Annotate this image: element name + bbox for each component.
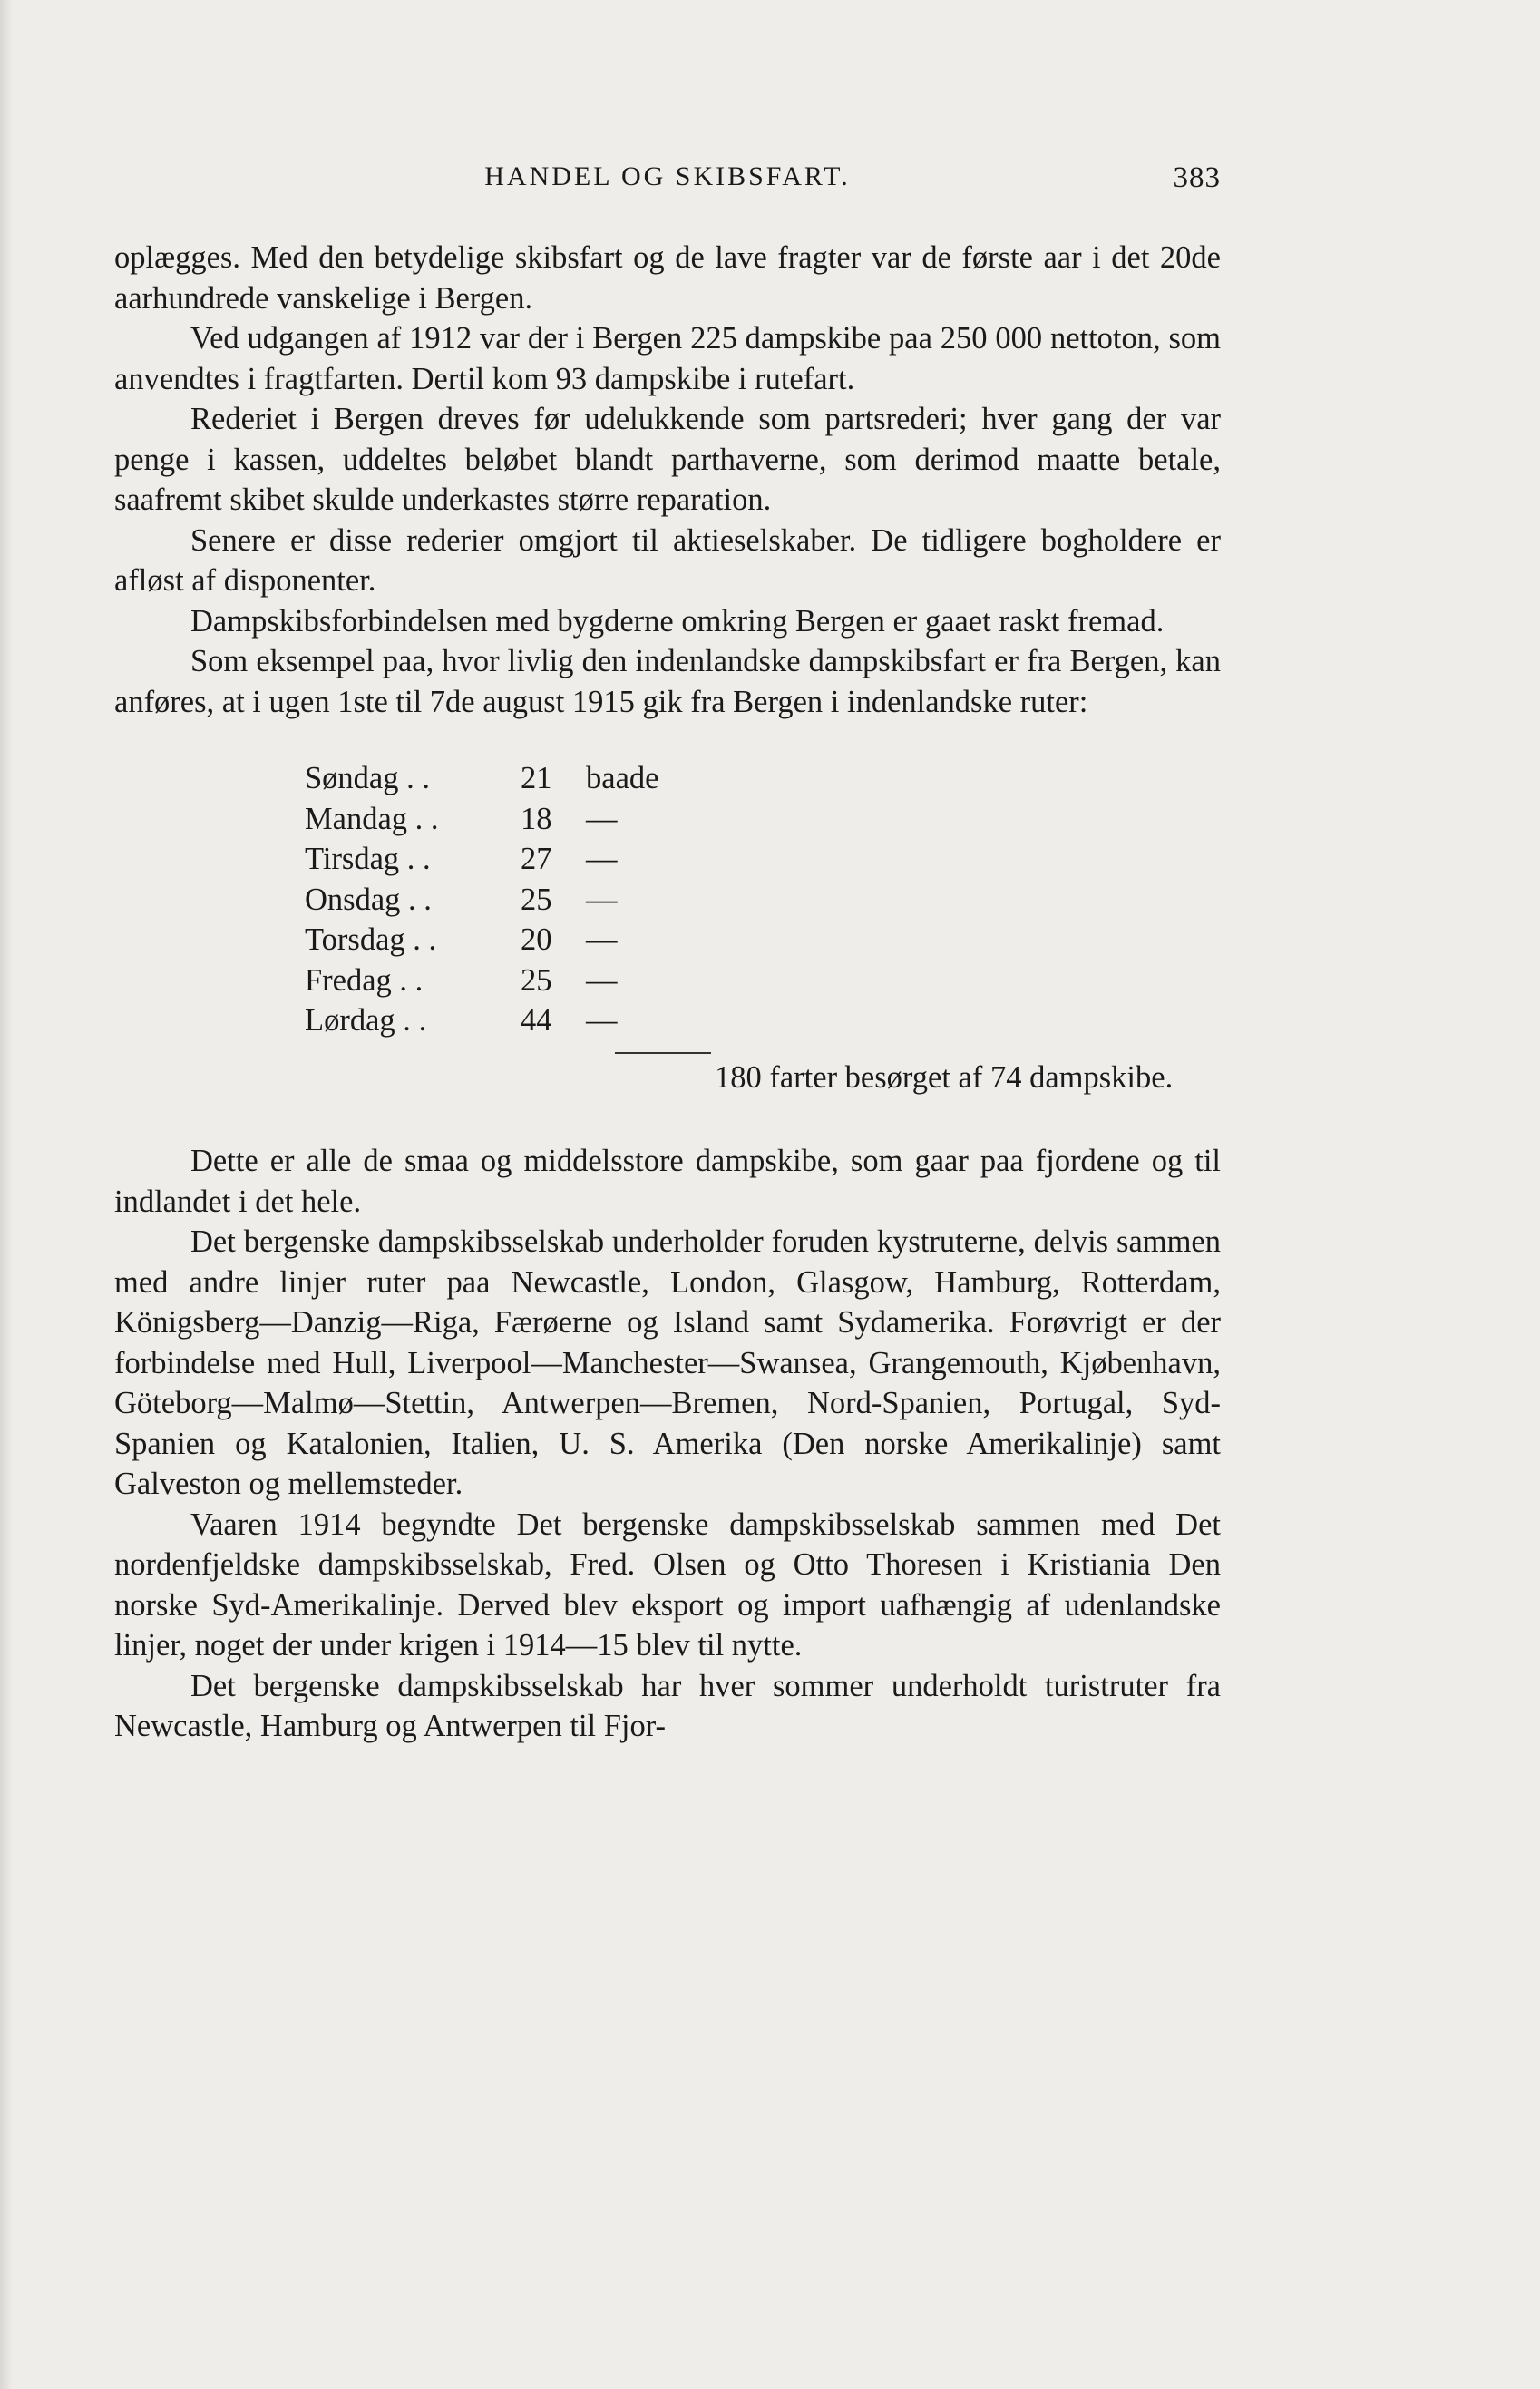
- schedule-count: 44: [521, 1003, 552, 1038]
- schedule-count: 21: [521, 761, 552, 795]
- total-rule: [615, 1052, 711, 1054]
- schedule-row: [305, 799, 1221, 840]
- schedule-unit: —: [586, 922, 618, 957]
- schedule-day: Søndag . .: [305, 761, 430, 795]
- schedule-count: 20: [521, 922, 552, 957]
- schedule-day: Mandag . .: [305, 801, 439, 836]
- schedule-unit: baade: [586, 761, 659, 795]
- schedule-rows: [305, 758, 1221, 1041]
- paragraph: Som eksempel paa, hvor livlig den indenlandske dampskibsfart er fra Bergen, kan anføres, at i ugen 1ste til 7de august 1915 gik fra Bergen i indenlandske ruter:: [114, 644, 1221, 719]
- schedule-count: 25: [521, 882, 552, 917]
- schedule-count: 25: [521, 962, 552, 998]
- schedule-unit: —: [586, 842, 618, 876]
- schedule-row: [305, 839, 1221, 880]
- schedule-row: [305, 1000, 1221, 1041]
- paragraph: Rederiet i Bergen dreves før udelukkende som partsrederi; hver gang der var penge i kassen, uddeltes beløbet blandt parthaverne, som derimod maatte betale, saafremt skibet skulde underkastes større reparation.: [114, 402, 1221, 517]
- paragraph: Det bergenske dampskibsselskab har hver sommer underholdt turistruter fra Newcastle, Hamburg og Antwerpen til Fjor-: [114, 1668, 1221, 1743]
- schedule-day: Fredag . .: [305, 962, 424, 998]
- schedule-total: 180 farter besørget af 74 dampskibe.: [715, 1059, 1174, 1095]
- schedule-day: Torsdag . .: [305, 922, 437, 957]
- paragraphs-before: [114, 238, 1221, 722]
- sailing-schedule: [114, 758, 1221, 1097]
- schedule-count: 18: [521, 801, 552, 836]
- schedule-day: Lørdag . .: [305, 1003, 427, 1038]
- schedule-count: 27: [521, 842, 552, 876]
- schedule-row: [305, 960, 1221, 1001]
- page-number: 383: [1173, 161, 1221, 194]
- paragraph: oplægges. Med den betydelige skibsfart og de lave fragter var de første aar i det 20de aarhundrede vanskelige i Bergen.: [114, 240, 1221, 316]
- schedule-unit: —: [586, 1003, 618, 1038]
- schedule-unit: —: [586, 962, 618, 998]
- schedule-row: [305, 920, 1221, 960]
- paragraph: Senere er disse rederier omgjort til aktieselskaber. De tidligere bogholdere er afløst af disponenter.: [114, 522, 1221, 598]
- paragraph: Vaaren 1914 begyndte Det bergenske dampskibsselskab sammen med Det nordenfjeldske dampskibsselskab, Fred. Olsen og Otto Thoresen i Kristiania Den norske Syd-Amerikalinje. Derved blev eksport og import uafhængig af udenlandske linjer, noget der under krigen i 1914—15 blev til nytte.: [114, 1507, 1221, 1663]
- paragraph: Dette er alle de smaa og middelsstore dampskibe, som gaar paa fjordene og til indlandet i det hele.: [114, 1144, 1221, 1219]
- schedule-row: [305, 758, 1221, 799]
- schedule-row: [305, 880, 1221, 921]
- schedule-day: Tirsdag . .: [305, 842, 431, 876]
- schedule-unit: —: [586, 882, 618, 917]
- page-header: [114, 161, 1221, 207]
- paragraph: Ved udgangen af 1912 var der i Bergen 225 dampskibe paa 250 000 nettoton, som anvendtes i fragtfarten. Dertil kom 93 dampskibe i rutefart.: [114, 321, 1221, 396]
- paragraph: Det bergenske dampskibsselskab underholder foruden kystruterne, delvis sammen med andre linjer ruter paa Newcastle, London, Glasgow, Hamburg, Rotterdam, Königsberg—Danzig—Riga, Færøerne og Island samt Sydamerika. Forøvrigt er der forbindelse med Hull, Liverpool—Manchester—Swansea, Grangemouth, Kjøbenhavn, Göteborg—Malmø—Stettin, Antwerpen—Bremen, Nord-Spanien, Portugal, Syd-Spanien og Katalonien, Italien, U. S. Amerika (Den norske Amerikalinje) samt Galveston og mellemsteder.: [114, 1224, 1221, 1501]
- paragraphs-after: [114, 1141, 1221, 1747]
- running-head: HANDEL OG SKIBSFART.: [484, 161, 851, 191]
- page-edge-shadow: [0, 0, 13, 2389]
- schedule-day: Onsdag . .: [305, 882, 432, 917]
- body-text: [114, 238, 1221, 1747]
- schedule-unit: —: [586, 801, 618, 836]
- paragraph: Dampskibsforbindelsen med bygderne omkring Bergen er gaaet raskt fremad.: [190, 603, 1165, 639]
